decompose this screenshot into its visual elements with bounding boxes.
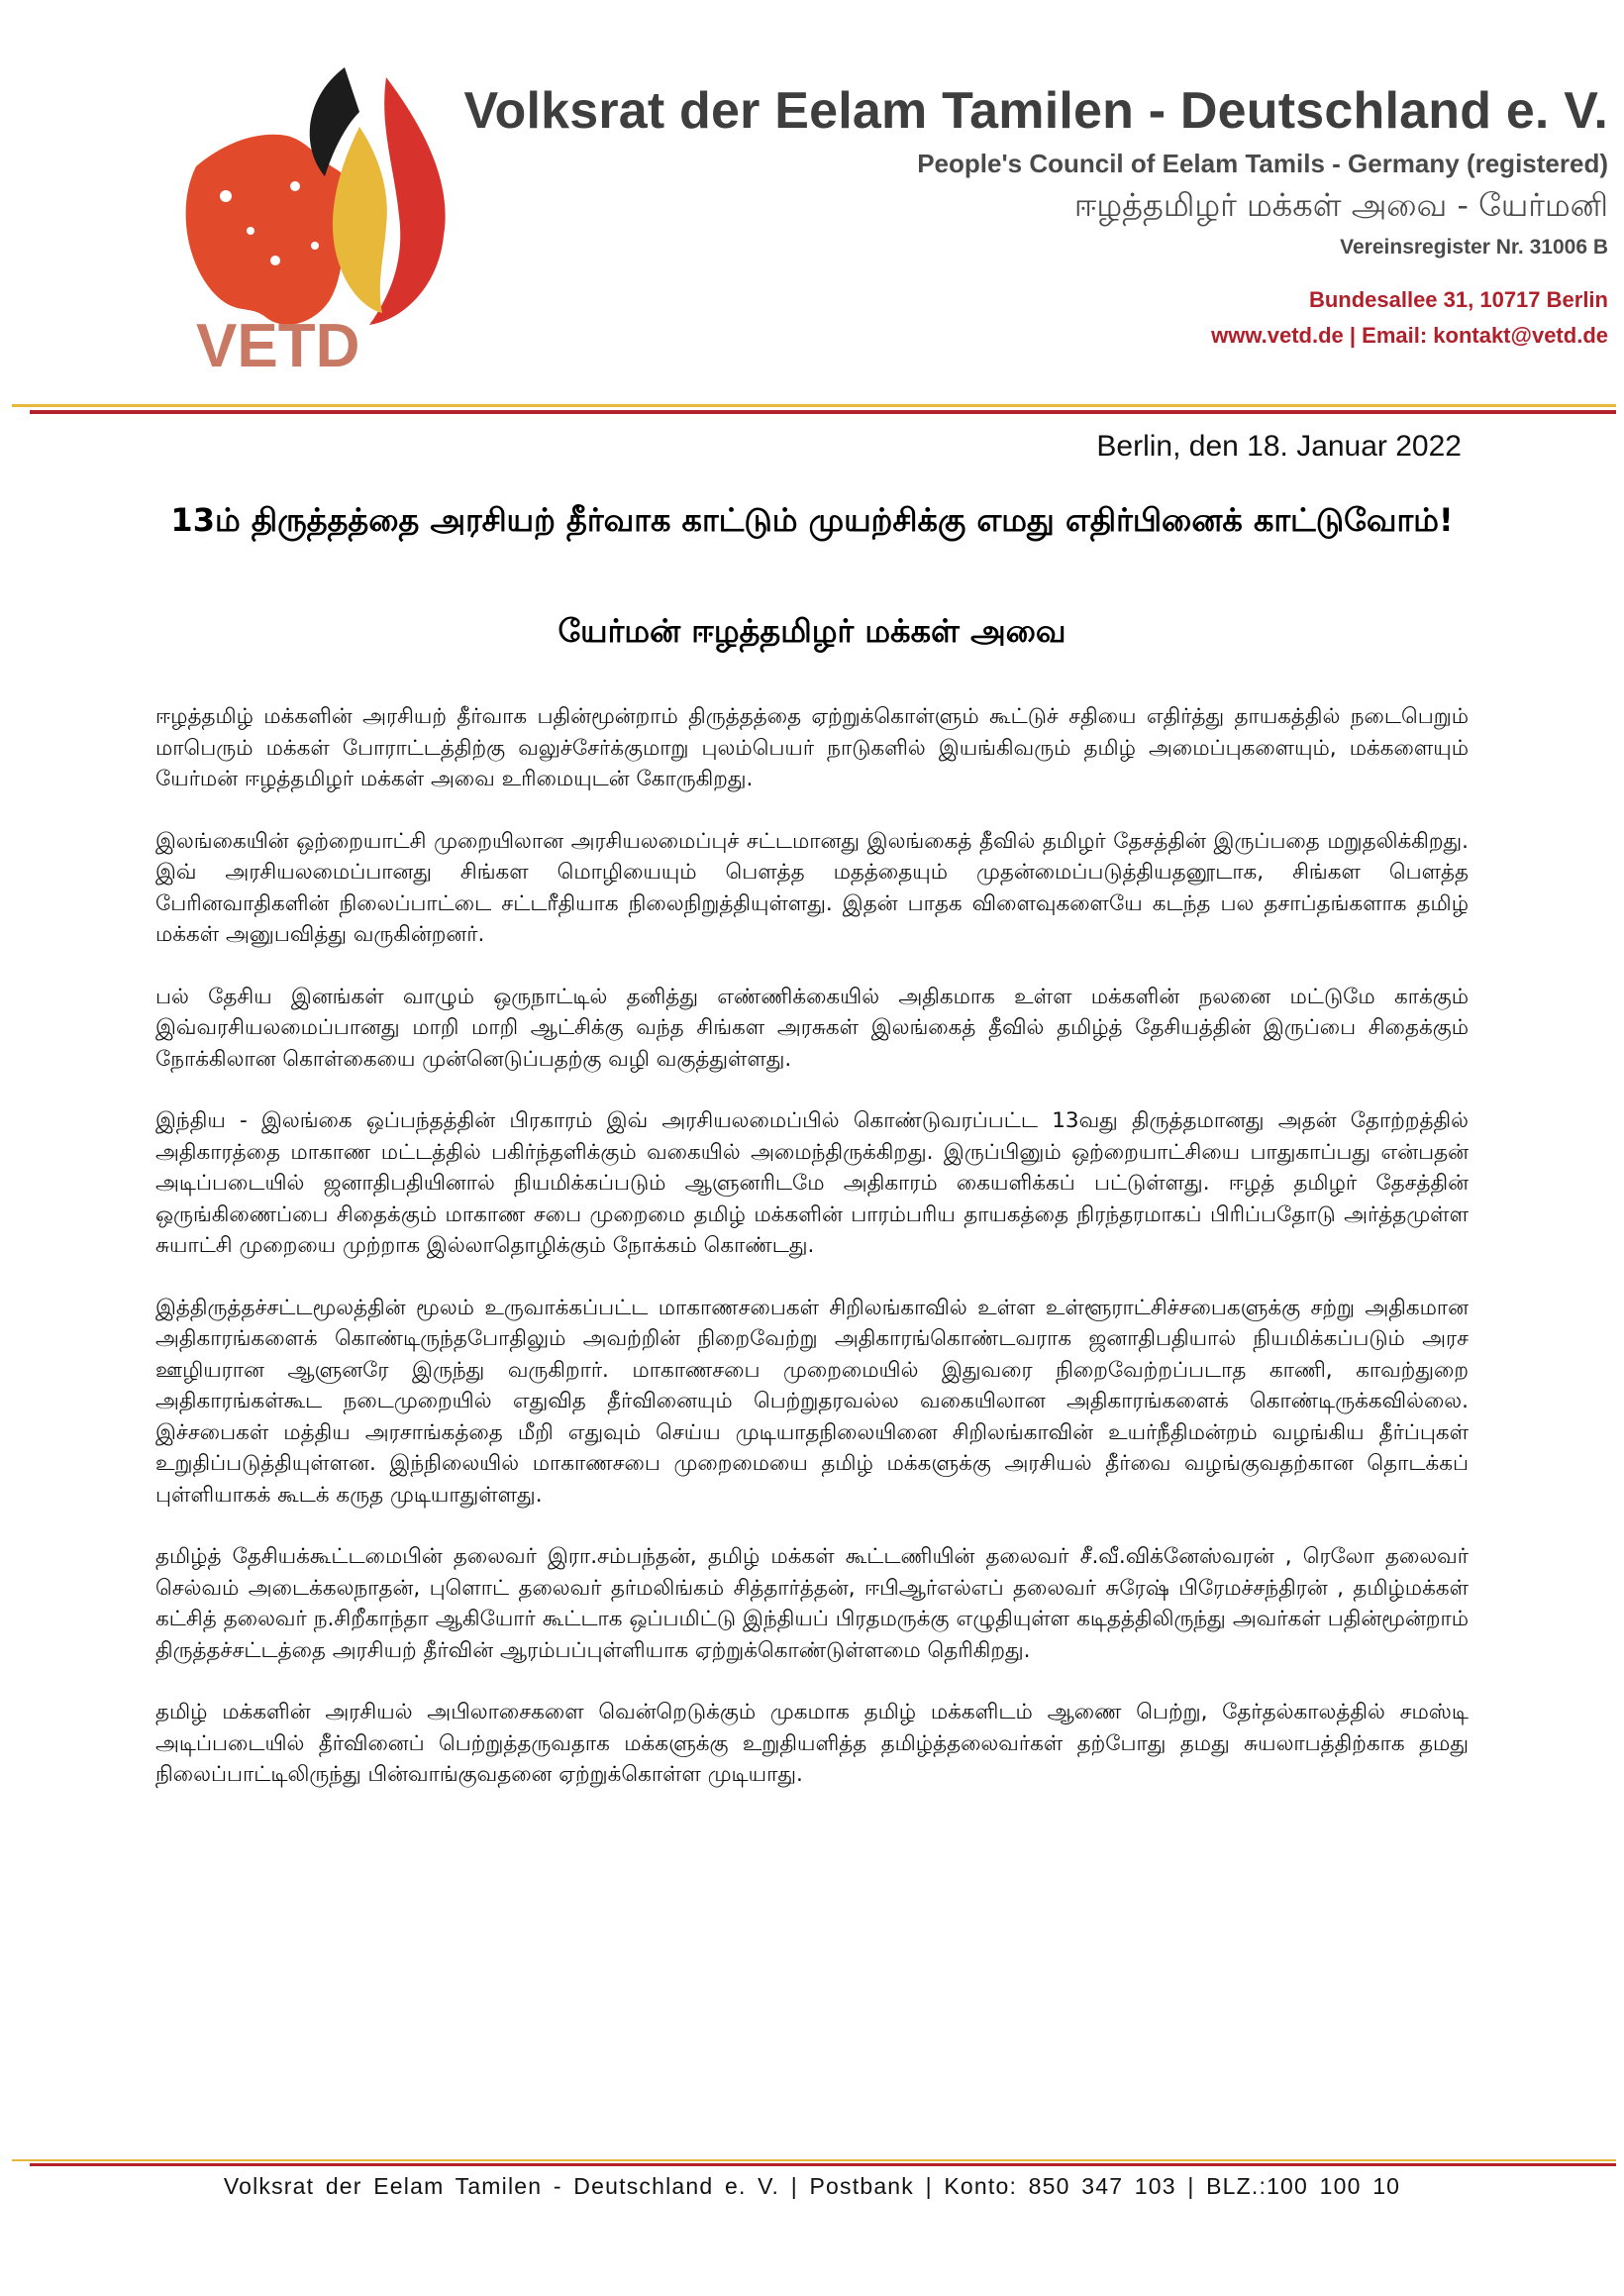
header-red-rule bbox=[30, 410, 1616, 414]
register-number: Vereinsregister Nr. 31006 B bbox=[1340, 236, 1608, 259]
org-contact: www.vetd.de | Email: kontakt@vetd.de bbox=[1211, 323, 1608, 348]
org-name-german: Volksrat der Eelam Tamilen - Deutschland e. V. bbox=[463, 82, 1608, 140]
header-gold-rule bbox=[12, 404, 1616, 407]
logo-text: VETD bbox=[196, 312, 360, 380]
body-paragraph: தமிழ் மக்களின் அரசியல் அபிலாசைகளை வென்றெடுக்கும் முகமாக தமிழ் மக்களிடம் ஆணை பெற்று, தேர்தல்காலத்தில் சமஸ்டி அடிப்படையில் தீர்வினைப் பெற்றுத்தருவதாக மக்களுக்கு உறுதியளித்த தமிழ்த்தலைவர்கள் தற்போது தமது சுயலாபத்திற்காக தமது நிலைப்பாட்டிலிருந்து பின்வாங்குவதனை ஏற்றுக்கொள்ள முடியாது. bbox=[155, 1700, 1469, 1787]
body-paragraph: பல் தேசிய இனங்கள் வாழும் ஒருநாட்டில் தனித்து எண்ணிக்கையில் அதிகமாக உள்ள மக்களின் நலனை மட்டுமே காக்கும் இவ்வரசியலமைப்பானது மாறி மாறி ஆட்சிக்கு வந்த சிங்கள அரசுகள் இலங்கைத் தீவில் தமிழ்த் தேசியத்தின் இருப்பை சிதைக்கும் நோக்கிலான கொள்கையை முன்னெடுப்பதற்கு வழி வகுத்துள்ளது. bbox=[155, 984, 1469, 1072]
island-shape bbox=[186, 135, 358, 325]
document-title: 13ம் திருத்தத்தை அரசியற் தீர்வாக காட்டும் முயற்சிக்கு எமது எதிர்பினைக் காட்டுவோம்! bbox=[170, 501, 1454, 539]
body-paragraph: இலங்கையின் ஒற்றையாட்சி முறையிலான அரசியலமைப்புச் சட்டமானது இலங்கைத் தீவில் தமிழர் தேசத்தின் இருப்பதை மறுதலிக்கிறது. இவ் அரசியலமைப்பானது சிங்கள மொழியையும் பௌத்த மதத்தையும் முதன்மைப்படுத்தியதனூடாக, சிங்கள பௌத்த பேரினவாதிகளின் நிலைப்பாட்டை சட்டரீதியாக நிலைநிறுத்தியுள்ளது. இதன் பாதக விளைவுகளையே கடந்த பல தசாப்தங்களாக தமிழ் மக்கள் அனுபவித்து வருகின்றனர். bbox=[155, 828, 1469, 947]
document-body bbox=[155, 701, 1469, 1822]
org-name-tamil: ஈழத்தமிழர் மக்கள் அவை - யேர்மனி bbox=[1073, 186, 1608, 224]
footer-red-rule bbox=[30, 2163, 1616, 2166]
body-paragraph: ஈழத்தமிழ் மக்களின் அரசியற் தீர்வாக பதின்மூன்றாம் திருத்தத்தை ஏற்றுக்கொள்ளும் கூட்டுச் சதியை எதிர்த்து தாயகத்தில் நடைபெறும் மாபெரும் மக்கள் போராட்டத்திற்கு வலுச்சேர்க்குமாறு புலம்பெயர் நாடுகளில் இயங்கிவரும் தமிழ் அமைப்புகளையும், மக்களையும் யேர்மன் ஈழத்தமிழர் மக்கள் அவை உரிமையுடன் கோருகிறது. bbox=[155, 704, 1469, 791]
footer-bank-details: Volksrat der Eelam Tamilen - Deutschland e. V. | Postbank | Konto: 850 347 103 | BLZ.:100 100 10 bbox=[223, 2173, 1401, 2199]
org-address: Bundesallee 31, 10717 Berlin bbox=[1308, 287, 1608, 312]
vetd-logo bbox=[156, 57, 513, 384]
letter-date: Berlin, den 18. Januar 2022 bbox=[1096, 430, 1462, 463]
body-paragraph: தமிழ்த் தேசியக்கூட்டமைபின் தலைவர் இரா.சம்பந்தன், தமிழ் மக்கள் கூட்டணியின் தலைவர் சீ.வீ.விக்னேஸ்வரன் , ரெலோ தலைவர் செல்வம் அடைக்கலநாதன், புளொட் தலைவர் தர்மலிங்கம் சித்தார்த்தன், ஈபிஆர்எல்எப் தலைவர் சுரேஷ் பிரேமச்சந்திரன் , தமிழ்மக்கள் கட்சித் தலைவர் ந.சிறீகாந்தா ஆகியோர் கூட்டாக ஒப்பமிட்டு இந்தியப் பிரதமருக்கு எழுதியுள்ள கடிதத்திலிருந்து அவர்கள் பதின்மூன்றாம் திருத்தச்சட்டத்தை அரசியற் தீர்வின் ஆரம்பப்புள்ளியாக ஏற்றுக்கொண்டுள்ளமை தெரிகிறது. bbox=[155, 1544, 1469, 1663]
body-paragraph: இந்திய - இலங்கை ஒப்பந்தத்தின் பிரகாரம் இவ் அரசியலமைப்பில் கொண்டுவரப்பட்ட 13வது திருத்தமானது அதன் தோற்றத்தில் அதிகாரத்தை மாகாண மட்டத்தில் பகிர்ந்தளிக்கும் வகையில் அமைந்திருக்கிறது. இருப்பினும் ஒற்றையாட்சியை பாதுகாப்பது என்பதன் அடிப்படையில் ஜனாதிபதியினால் நியமிக்கப்படும் ஆளுனரிடமே அதிகாரம் கையளிக்கப் பட்டுள்ளது. ஈழத் தமிழர் தேசத்தின் ஒருங்கிணைப்பை சிதைக்கும் மாகாண சபை முறைமை தமிழ் மக்களின் பாரம்பரிய தாயகத்தை நிரந்தரமாகப் பிரிப்பதோடு அர்த்தமுள்ள சுயாட்சி முறையை முற்றாக இல்லாதொழிக்கும் நோக்கம் கொண்டது. bbox=[155, 1108, 1469, 1258]
body-paragraph: இத்திருத்தச்சட்டமூலத்தின் மூலம் உருவாக்கப்பட்ட மாகாணசபைகள் சிறிலங்காவில் உள்ள உள்ளூராட்சிச்சபைகளுக்கு சற்று அதிகமான அதிகாரங்களைக் கொண்டிருந்தபோதிலும் அவற்றின் நிறைவேற்று அதிகாரங்கொண்டவராக ஜனாதிபதியால் நியமிக்கப்படும் அரச ஊழியரான ஆளுனரே இருந்து வருகிறார். மாகாணசபை முறைமையில் இதுவரை நிறைவேற்றப்படாத காணி, காவற்துறை அதிகாரங்கள்கூட நடைமுறையில் எதுவித தீர்வினையும் பெற்றுதரவல்ல வகையிலான அதிகாரங்களைக் கொண்டிருக்கவில்லை. இச்சபைகள் மத்திய அரசாங்கத்தை மீறி எதுவும் செய்ய முடியாதநிலையினை சிறிலங்காவின் உயர்நீதிமன்றம் வழங்கிய தீர்ப்புகள் உறுதிப்படுத்தியுள்ளன. இந்நிலையில் மாகாணசபை முறைமையை தமிழ் மக்களுக்கு அரசியல் தீர்வை வழங்குவதற்கான தொடக்கப் புள்ளியாகக் கூடக் கருத முடியாதுள்ளது. bbox=[155, 1295, 1469, 1508]
footer-gold-rule bbox=[12, 2159, 1616, 2161]
gold-flame bbox=[333, 127, 387, 313]
vetd-logo-graphic bbox=[156, 57, 513, 384]
document-subtitle: யேர்மன் ஈழத்தமிழர் மக்கள் அவை bbox=[558, 612, 1066, 650]
org-name-english: People's Council of Eelam Tamils - Germany (registered) bbox=[917, 149, 1608, 178]
